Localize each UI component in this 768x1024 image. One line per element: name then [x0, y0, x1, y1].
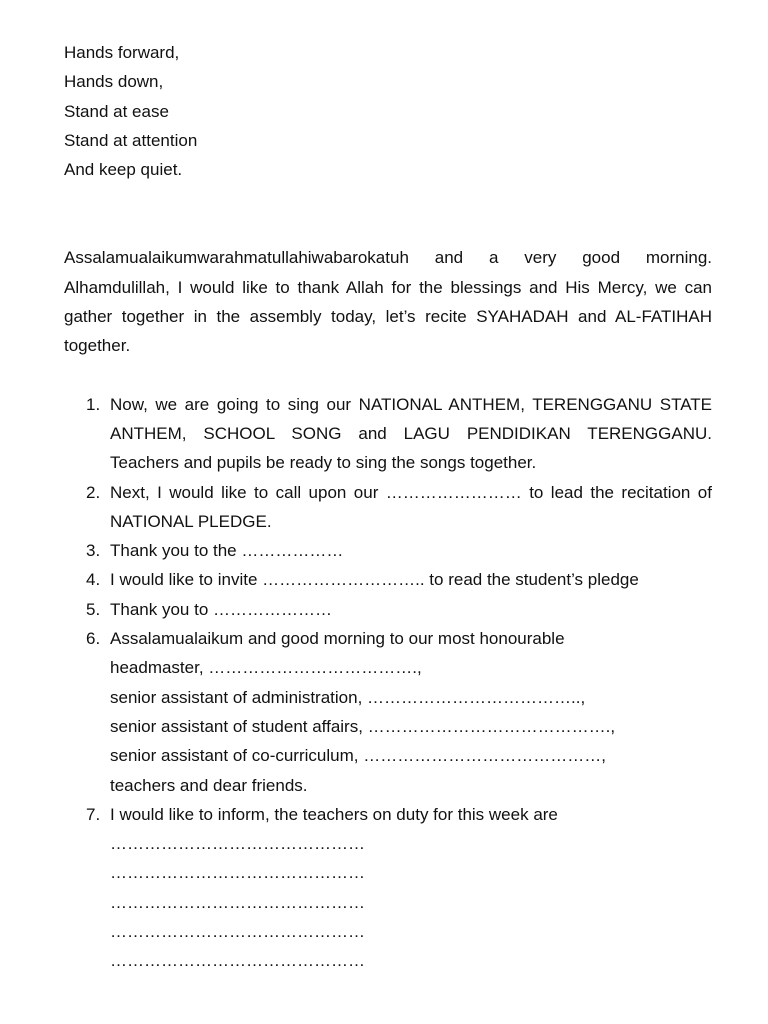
- step-line: senior assistant of co-curriculum, ……………………………………,: [110, 746, 606, 766]
- step-number: 1.: [86, 394, 101, 414]
- command-line: Stand at ease: [64, 101, 169, 121]
- step-item-4: [64, 565, 712, 594]
- step-line: senior assistant of student affairs, …………………………………….,: [110, 716, 616, 736]
- command-line: Hands down,: [64, 72, 164, 92]
- step-item-6: [64, 624, 712, 800]
- step-line: I would like to inform, the teachers on duty for this week are: [110, 804, 558, 824]
- step-line: senior assistant of administration, ………………………………..,: [110, 687, 586, 707]
- step-number: 2.: [86, 482, 101, 502]
- step-number: 4.: [86, 570, 101, 590]
- step-text: I would like to invite ……………………….. to read the student’s pledge: [110, 570, 639, 590]
- step-text: Thank you to the ………………: [110, 541, 344, 561]
- step-line: Assalamualaikum and good morning to our most honourable: [110, 629, 565, 649]
- step-line: teachers and dear friends.: [110, 775, 308, 795]
- step-item-7: [64, 800, 712, 976]
- duty-teacher-blank: ………………………………………: [110, 892, 365, 912]
- command-line: And keep quiet.: [64, 160, 183, 180]
- step-number: 3.: [86, 541, 101, 561]
- step-number: 7.: [86, 804, 101, 824]
- step-item-2: [64, 478, 712, 537]
- intro-paragraph: Assalamualaikumwarahmatullahiwabarokatuh and a very good morning. Alhamdulillah, I would like to thank Allah for the blessings and His Mercy, we can gather together in the assembly today, let’s recite SYAHADAH and AL-FATIHAH together.: [64, 248, 712, 356]
- step-number: 5.: [86, 599, 101, 619]
- step-text: Thank you to …………………: [110, 599, 333, 619]
- step-item-1: [64, 390, 712, 478]
- assembly-commands: [64, 38, 712, 184]
- command-line: Hands forward,: [64, 43, 180, 62]
- duty-teacher-blank: ………………………………………: [110, 834, 365, 854]
- step-item-5: [64, 595, 712, 624]
- step-line: headmaster, ……………………………….,: [110, 658, 422, 678]
- step-text: Now, we are going to sing our NATIONAL ANTHEM, TERENGGANU STATE ANTHEM, SCHOOL SONG and LAGU PENDIDIKAN TERENGGANU. Teachers and pupils be ready to sing the songs together.: [110, 394, 712, 473]
- step-item-3: [64, 536, 712, 565]
- duty-teacher-blank: ………………………………………: [110, 863, 365, 883]
- command-line: Stand at attention: [64, 130, 198, 150]
- assembly-steps-list: [64, 390, 712, 976]
- step-number: 6.: [86, 629, 101, 649]
- duty-teacher-blank: ………………………………………: [110, 951, 365, 971]
- assembly-script-document: [64, 38, 712, 976]
- step-text: Next, I would like to call upon our …………………… to lead the recitation of NATIONAL PLEDGE.: [110, 482, 712, 531]
- duty-teacher-blank: ………………………………………: [110, 922, 365, 942]
